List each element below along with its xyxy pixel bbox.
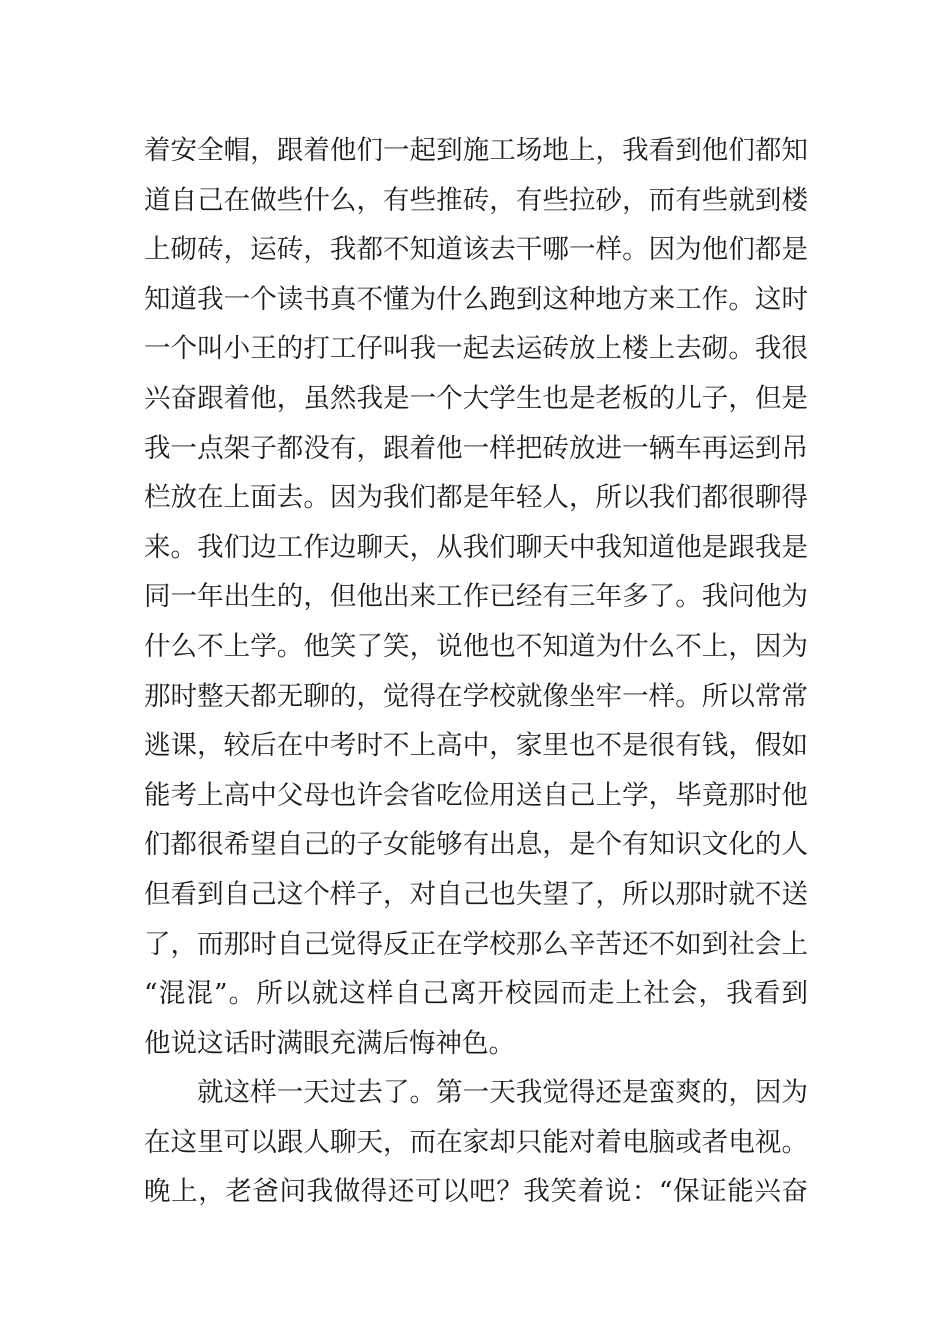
text-line: 同一年出生的，但他出来工作已经有三年多了。我问他为 bbox=[144, 581, 808, 613]
document-body bbox=[144, 126, 808, 1217]
text-line: 晚上，老爸问我做得还可以吧？我笑着说：“保证能兴奋 bbox=[144, 1176, 808, 1208]
text-line: 上砌砖，运砖，我都不知道该去干哪一样。因为他们都是 bbox=[144, 234, 808, 266]
text-line: 来。我们边工作边聊天，从我们聊天中我知道他是跟我是 bbox=[144, 531, 808, 563]
text-line: 兴奋跟着他，虽然我是一个大学生也是老板的儿子，但是 bbox=[144, 382, 808, 414]
text-line: 但看到自己这个样子，对自己也失望了，所以那时就不送 bbox=[144, 878, 808, 910]
text-line: 着安全帽，跟着他们一起到施工场地上，我看到他们都知 bbox=[144, 135, 808, 166]
text-line-paragraph-end: 他说这话时满眼充满后悔神色。 bbox=[144, 1027, 515, 1059]
text-line: 那时整天都无聊的，觉得在学校就像坐牢一样。所以常常 bbox=[144, 680, 808, 712]
text-line: 什么不上学。他笑了笑，说他也不知道为什么不上，因为 bbox=[144, 630, 808, 662]
text-line: 们都很希望自己的子女能够有出息，是个有知识文化的人 bbox=[144, 829, 808, 861]
text-line: 能考上高中父母也许会省吃俭用送自己上学，毕竟那时他 bbox=[144, 779, 808, 811]
text-line: 我一点架子都没有，跟着他一样把砖放进一辆车再运到吊 bbox=[144, 432, 808, 464]
paragraph-1 bbox=[144, 126, 808, 1068]
text-line: 在这里可以跟人聊天，而在家却只能对着电脑或者电视。 bbox=[144, 1126, 808, 1158]
text-line: 了，而那时自己觉得反正在学校那么辛苦还不如到社会上 bbox=[144, 928, 808, 960]
text-line: 栏放在上面去。因为我们都是年轻人，所以我们都很聊得 bbox=[144, 482, 808, 514]
text-line-indented: 就这样一天过去了。第一天我觉得还是蛮爽的，因为 bbox=[197, 1077, 808, 1109]
text-line: 道自己在做些什么，有些推砖，有些拉砂，而有些就到楼 bbox=[144, 184, 808, 216]
paragraph-2 bbox=[144, 1068, 808, 1217]
text-line: 一个叫小王的打工仔叫我一起去运砖放上楼上去砌。我很 bbox=[144, 333, 808, 365]
text-line: 逃课，较后在中考时不上高中，家里也不是很有钱，假如 bbox=[144, 730, 808, 762]
text-line: “混混”。所以就这样自己离开校园而走上社会，我看到 bbox=[144, 978, 808, 1010]
text-line: 知道我一个读书真不懂为什么跑到这种地方来工作。这时 bbox=[144, 283, 808, 315]
